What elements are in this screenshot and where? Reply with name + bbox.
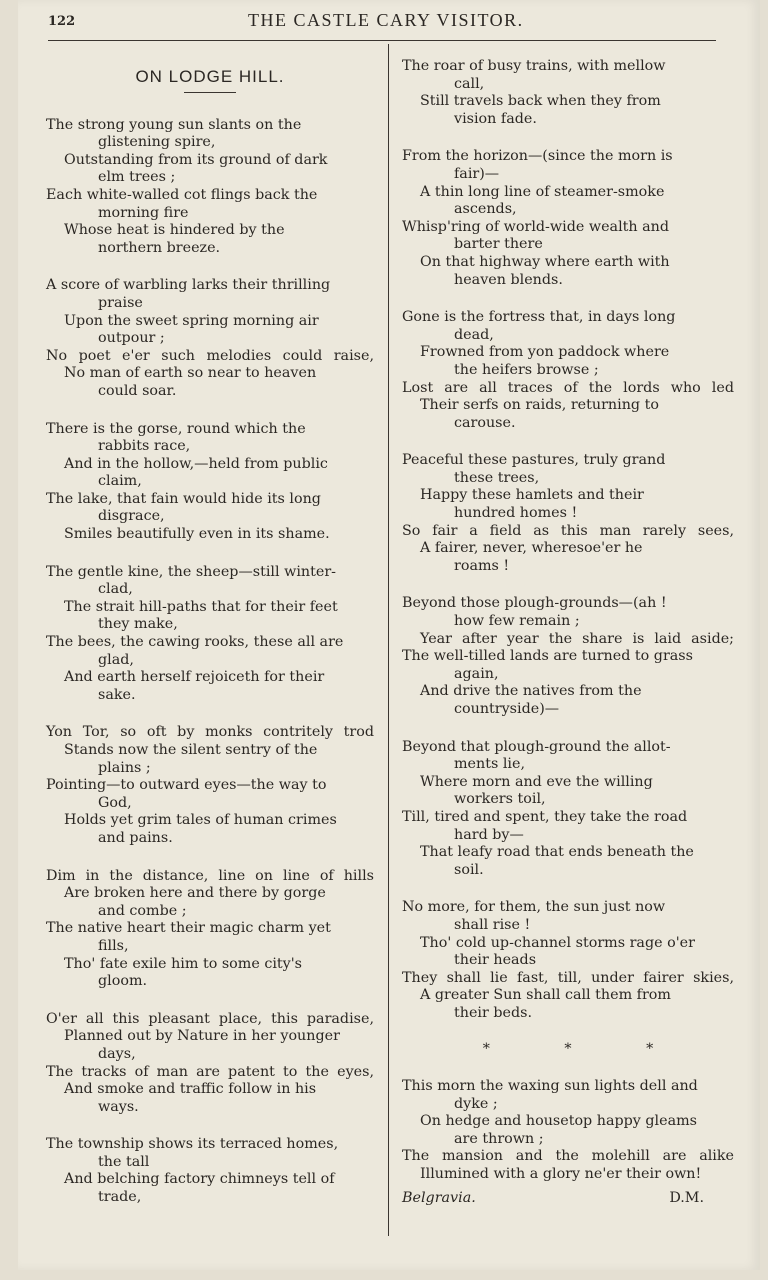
poem-line: and combe ; bbox=[98, 902, 187, 919]
poem-line: trade, bbox=[98, 1189, 142, 1206]
poem-line: vision fade. bbox=[454, 110, 537, 127]
stanza bbox=[402, 595, 734, 718]
stanza bbox=[402, 309, 734, 432]
poem-line: Smiles beautifully even in its shame. bbox=[64, 526, 330, 543]
poem-line: heaven blends. bbox=[454, 271, 563, 288]
poem-line: This morn the waxing sun lights dell and bbox=[402, 1078, 698, 1095]
poem-line: ascends, bbox=[454, 201, 517, 218]
poem-line: hundred homes ! bbox=[454, 505, 578, 522]
stanza bbox=[402, 452, 734, 575]
poem-line: Whose heat is hindered by the bbox=[64, 222, 285, 239]
poem-line: the tall bbox=[98, 1153, 150, 1170]
column-divider bbox=[388, 44, 389, 1236]
poem-line: A score of warbling larks their thrilling bbox=[46, 277, 331, 294]
poem-line: outpour ; bbox=[98, 330, 165, 347]
stanza bbox=[402, 148, 734, 289]
poem-line: The tracks of man are patent to the eyes, bbox=[46, 1063, 374, 1080]
header-rule bbox=[48, 40, 716, 41]
poem-line: fills, bbox=[98, 937, 129, 954]
poem-line: Their serfs on raids, returning to bbox=[420, 397, 659, 414]
running-title: THE CASTLE CARY VISITOR. bbox=[248, 10, 524, 30]
section-stars: * * * bbox=[482, 1040, 654, 1057]
poem-line: And earth herself rejoiceth for their bbox=[64, 669, 325, 686]
poem-line: disgrace, bbox=[98, 508, 165, 525]
poem-line: That leafy road that ends beneath the bbox=[420, 844, 694, 861]
poem-line: plains ; bbox=[98, 759, 151, 776]
poem-line: morning fire bbox=[98, 204, 189, 221]
poem-line: clad, bbox=[98, 581, 133, 598]
poem-line: dead, bbox=[454, 326, 494, 343]
poem-line: northern breeze. bbox=[98, 239, 221, 256]
running-header bbox=[48, 8, 716, 36]
poem-line: days, bbox=[98, 1045, 136, 1062]
poem-line: And smoke and traffic follow in his bbox=[64, 1081, 317, 1098]
poem-line: God, bbox=[98, 794, 132, 811]
poem-line: Frowned from yon paddock where bbox=[420, 344, 670, 361]
poem-line: Stands now the silent sentry of the bbox=[64, 742, 318, 758]
poem-line: Where morn and eve the willing bbox=[420, 773, 653, 790]
poem-line: Illumined with a glory ne'er their own! bbox=[420, 1166, 702, 1183]
poem-line: The gentle kine, the sheep—still winter- bbox=[46, 563, 336, 580]
poem-line: call, bbox=[454, 75, 485, 92]
poem-line: Lost are all traces of the lords who led bbox=[402, 379, 734, 396]
poem-line: workers toil, bbox=[454, 791, 546, 808]
poem-line: soil. bbox=[454, 861, 484, 878]
poem-line: Still travels back when they from bbox=[420, 93, 661, 110]
left-column bbox=[46, 58, 374, 1227]
poem-line: countryside)— bbox=[454, 701, 560, 717]
poem-line: A greater Sun shall call them from bbox=[420, 987, 671, 1004]
right-column bbox=[402, 58, 734, 1210]
poem-line: Till, tired and spent, they take the road bbox=[402, 808, 688, 825]
stanza bbox=[46, 1011, 374, 1117]
stanza bbox=[402, 899, 734, 1022]
poem-line: shall rise ! bbox=[454, 916, 531, 933]
stanza bbox=[402, 739, 734, 880]
stanza bbox=[402, 58, 734, 128]
poem-line: they make, bbox=[98, 616, 178, 633]
title-rule bbox=[184, 92, 236, 93]
poem-line: gloom. bbox=[98, 973, 148, 990]
poem-line: The lake, that fain would hide its long bbox=[46, 490, 321, 507]
poem-line: So fair a field as this man rarely sees, bbox=[402, 522, 734, 539]
poem-line: Each white-walled cot flings back the bbox=[46, 186, 318, 203]
poem-line: The bees, the cawing rooks, these all are bbox=[46, 634, 344, 651]
poem-line: Yon Tor, so oft by monks contritely trod bbox=[46, 724, 374, 741]
poem-line: The strong young sun slants on the bbox=[46, 116, 302, 133]
poem-line: The native heart their magic charm yet bbox=[46, 920, 331, 937]
poem-line: Tho' cold up-channel storms rage o'er bbox=[420, 934, 695, 951]
poem-line: dyke ; bbox=[454, 1095, 498, 1112]
stanza bbox=[46, 868, 374, 991]
poem-line: ments lie, bbox=[454, 756, 526, 773]
poem-line: could soar. bbox=[98, 382, 177, 399]
poem-line: ways. bbox=[98, 1098, 139, 1115]
poem-title: ON LODGE HILL. bbox=[135, 67, 285, 86]
poem-line: their heads bbox=[454, 952, 537, 969]
poem-line: They shall lie fast, till, under fairer skies, bbox=[402, 969, 734, 986]
poem-line: The roar of busy trains, with mellow bbox=[402, 58, 666, 74]
stanza bbox=[46, 724, 374, 847]
poem-line: Outstanding from its ground of dark bbox=[64, 151, 328, 168]
left-stanzas bbox=[46, 117, 374, 1207]
poem-line: The strait hill-paths that for their feet bbox=[64, 598, 338, 615]
poem-line: glad, bbox=[98, 651, 134, 668]
right-stanzas bbox=[402, 58, 734, 1023]
poem-line: Pointing—to outward eyes—the way to bbox=[46, 777, 327, 794]
poem-line: A thin long line of steamer-smoke bbox=[420, 183, 665, 200]
poem-line: carouse. bbox=[454, 414, 516, 431]
poem-line: rabbits race, bbox=[98, 438, 191, 455]
poem-line: From the horizon—(since the morn is bbox=[402, 148, 673, 165]
poem-line: On hedge and housetop happy gleams bbox=[420, 1113, 698, 1130]
poem-line: claim, bbox=[98, 473, 142, 490]
poem-line: And drive the natives from the bbox=[420, 683, 642, 700]
poem-line: roams ! bbox=[454, 557, 510, 574]
poem-line: hard by— bbox=[454, 826, 524, 843]
place-name: Belgravia. bbox=[402, 1189, 476, 1206]
poem-line: Gone is the fortress that, in days long bbox=[402, 309, 676, 326]
page-number: 122 bbox=[48, 14, 76, 29]
poem-line: again, bbox=[454, 665, 499, 682]
poem-line: how few remain ; bbox=[454, 613, 580, 630]
poem-line: No more, for them, the sun just now bbox=[402, 899, 666, 916]
poem-line: There is the gorse, round which the bbox=[46, 420, 306, 437]
poem-line: Year after year the share is laid aside; bbox=[420, 630, 734, 647]
poem-line: Beyond those plough-grounds—(ah ! bbox=[402, 595, 667, 612]
poem-line: Upon the sweet spring morning air bbox=[64, 312, 319, 329]
stanza bbox=[46, 277, 374, 400]
poem-line: On that highway where earth with bbox=[420, 253, 670, 270]
poem-line: the heifers browse ; bbox=[454, 361, 599, 378]
poem-line: Happy these hamlets and their bbox=[420, 487, 644, 504]
poem-line: Dim in the distance, line on line of hills bbox=[46, 867, 374, 884]
stanza bbox=[46, 1136, 374, 1206]
poem-line: and pains. bbox=[98, 829, 173, 846]
poem-line: fair)— bbox=[454, 165, 500, 182]
poem-line: The township shows its terraced homes, bbox=[46, 1136, 339, 1153]
poem-line: these trees, bbox=[454, 469, 540, 486]
poem-line: The well-tilled lands are turned to grass bbox=[402, 648, 693, 665]
author-initials: D.M. bbox=[669, 1189, 704, 1206]
poem-line: Holds yet grim tales of human crimes bbox=[64, 812, 337, 829]
poem-line: O'er all this pleasant place, this paradise, bbox=[46, 1010, 374, 1027]
poem-line: Whisp'ring of world-wide wealth and bbox=[402, 218, 670, 235]
poem-line: Tho' fate exile him to some city's bbox=[64, 955, 303, 972]
poem-line: And belching factory chimneys tell of bbox=[64, 1171, 335, 1188]
final-stanza bbox=[402, 1078, 734, 1184]
poem-line: elm trees ; bbox=[98, 169, 176, 186]
poem-line: are thrown ; bbox=[454, 1130, 544, 1147]
poem-line: glistening spire, bbox=[98, 134, 216, 151]
poem-line: barter there bbox=[454, 236, 543, 253]
poem-line: And in the hollow,—held from public bbox=[64, 455, 328, 472]
poem-line: No poet e'er such melodies could raise, bbox=[46, 347, 374, 364]
poem-line: Planned out by Nature in her younger bbox=[64, 1028, 340, 1045]
poem-line: No man of earth so near to heaven bbox=[64, 365, 317, 382]
stanza bbox=[46, 564, 374, 705]
stanza bbox=[46, 421, 374, 544]
poem-line: Peaceful these pastures, truly grand bbox=[402, 452, 666, 469]
poem-line: Are broken here and there by gorge bbox=[64, 885, 326, 902]
poem-line: The mansion and the molehill are alike bbox=[402, 1148, 734, 1165]
stanza bbox=[402, 1078, 734, 1184]
poem-line: Beyond that plough-ground the allot- bbox=[402, 738, 671, 755]
poem-line: sake. bbox=[98, 686, 136, 703]
poem-line: their beds. bbox=[454, 1004, 533, 1021]
poem-line: praise bbox=[98, 294, 143, 311]
stanza bbox=[46, 117, 374, 258]
poem-line: A fairer, never, wheresoe'er he bbox=[420, 540, 643, 557]
signature-line bbox=[402, 1190, 734, 1210]
